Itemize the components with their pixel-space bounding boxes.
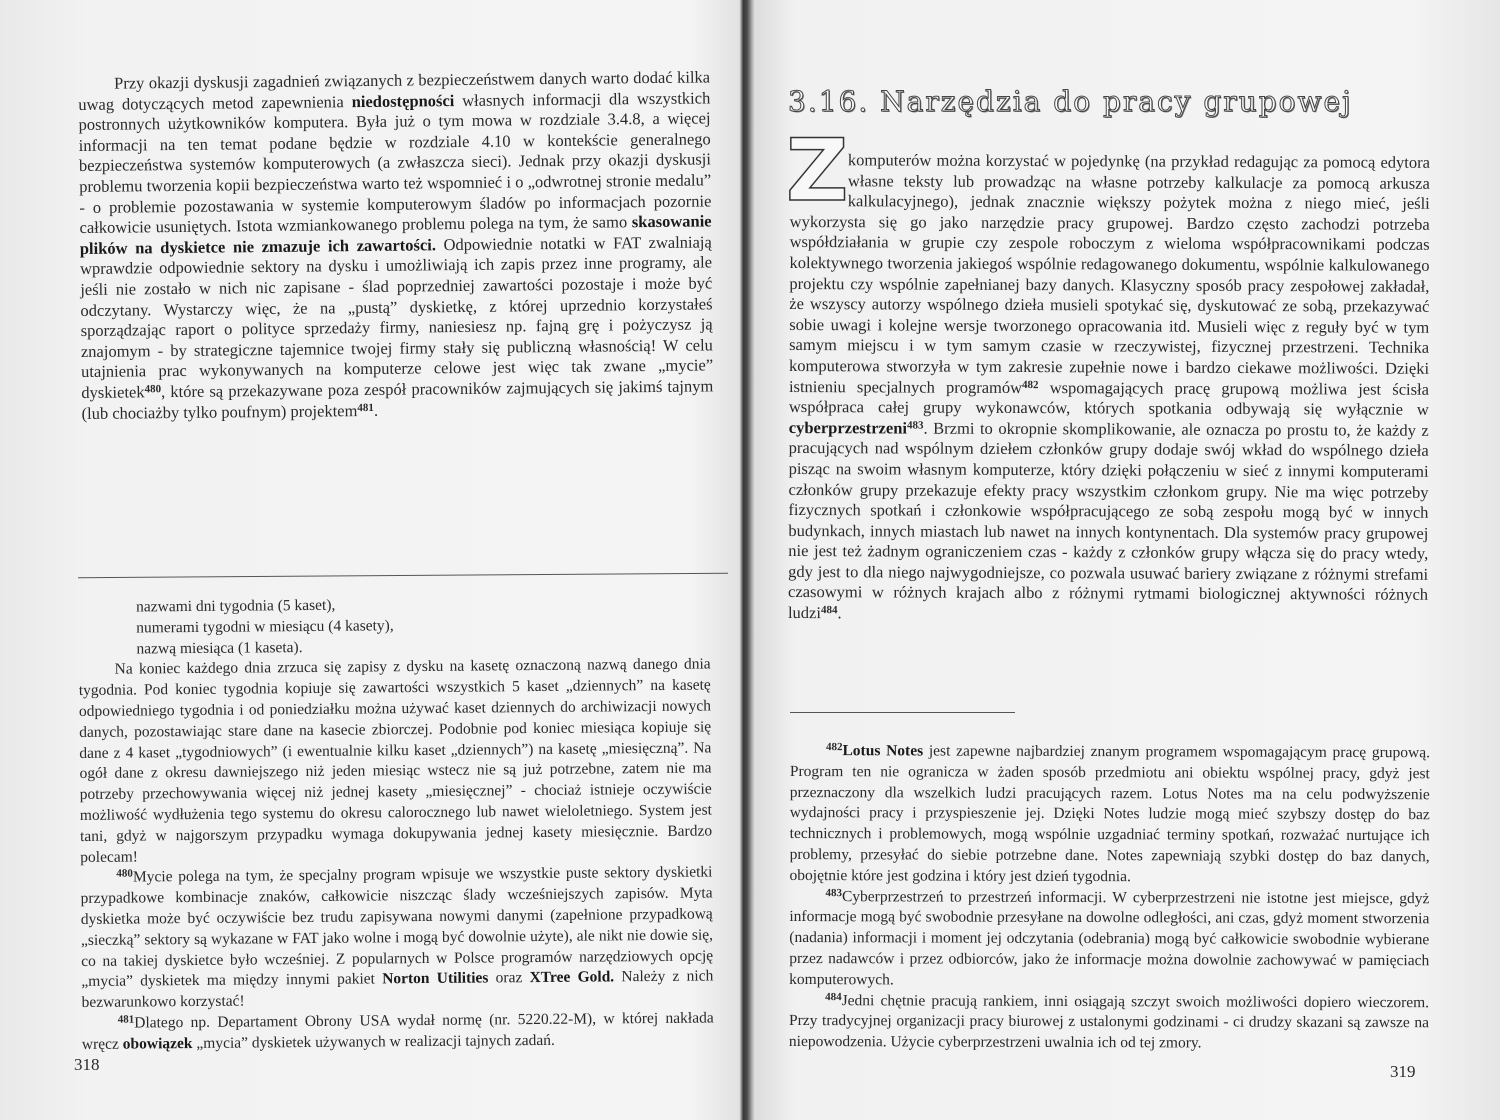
text-run: Cyberprzestrzeń to przestrzeń informacji. W cyberprzestrzeni nie istotne jest miejsce, gdyż informacje mogą być swobodnie przesyłane na dowolne odległości, ani czas, gdyż moment stworzenia (nadania) informacji i moment jej odczytania (odebrania) mogą być całkowicie swobodnie wybierane przez nadawców i przez odbiorców, jako że informacje można dowolnie zachowywać w pamięciach komputerowych. xyxy=(789,887,1430,989)
bold-term: obowiązek xyxy=(122,1034,193,1053)
page-number: 319 xyxy=(1390,1062,1416,1081)
left-main-text xyxy=(78,67,714,424)
footnote-484 xyxy=(789,991,1429,1056)
text-run: Jedni chętnie pracują rankiem, inni osiągają szczyt swoich możliwości dopiero wieczorem. Przy tradycyjnej organizacji pracy biurowej z ustalonymi godzinami - ci drudzy skazani są zawsze na niepowodzenia. Użycie cyberprzestrzeni uwalnia ich od tej zmory. xyxy=(788,991,1430,1052)
footnote-483 xyxy=(789,887,1429,993)
text-run: oraz xyxy=(488,969,530,987)
right-main-text xyxy=(788,150,1430,626)
right-footnotes xyxy=(789,741,1430,1055)
page-number: 318 xyxy=(74,1055,100,1074)
drop-cap-spacer xyxy=(790,150,848,208)
footnote-number: 484 xyxy=(825,990,842,1003)
text-run: komputerów można korzystać w pojedynkę (na przykład redagując za pomocą edytora własne teksty lub prowadząc na własne potrzeby kalkulacje za pomocą arkusza kalkulacyjnego), jednak znacznie większy pożytek można z niego mieć, jeśli wykorzysta się go jako narzędzie pracy grupowej. Bardzo często zachodzi potrzeba współdziałania w grupie czy zespole roboczym z wieloma współpracownikami podczas kolektywnego tworzenia jakiegoś wspólnie redagowanego dokumentu, wspólnie kalkulowanego projektu czy wspólnie zapełnianej bazy danych. Klasyczny sposób pracy zespołowej zakładał, że wszyscy autorzy wspólnego dzieła musieli spotykać się, dyskutować ze sobą, przekazywać sobie uwagi i kolejne wersje tworzonego opracowania itd. Musieli więc z reguły być w tym samym miejscu i w tym samym czasie w rzeczywistej, fizycznej przestrzeni. Technika komputerowa stworzyła w tym zakresie zupełnie nowe i bardzo ciekawe możliwości. Dzięki istnieniu specjalnych programów xyxy=(788,150,1430,397)
list-item: nazwą miesiąca (1 kaseta). xyxy=(136,638,303,658)
text-run: Mycie polega na tym, że specjalny program wpisuje we wszystkie puste sektory dyskietki przypadkowe kombinacje znaków, całkowicie niszcząc ślady wcześniejszych zapisów. Myta dyskietka może być oczywiście bez trudu zapisywana nowymi danymi (zapełnione przypadkową „sieczką” sektory są wykazane w FAT jako wolne i mogą być dowolnie użyte), ale nikt nie dowie się, co na takiej dyskietce było wcześniej. Z popularnych w Polsce programów narzędziowych opcję „mycia” dyskietek ma między innymi pakiet xyxy=(80,863,714,991)
footnote-ref-480[interactable]: 480 xyxy=(144,383,162,396)
footnote-482 xyxy=(789,741,1430,889)
text-run: jest zapewne najbardziej znanym programem wspomagającym pracę grupową. Program ten nie ogranicza w żaden sposób przedmiotu ani obiektu wspólnej pracy, gdyż jest przeznaczony dla wszelkich ludzi pracujących razem. Lotus Notes ma na celu podwyższenie wydajności pracy i przyspieszenie jej. Dzięki Notes ludzie mogą mieć szybszy dostęp do baz technicznych i problemowych, mogą wspólnie uzgadniać terminy spotkań, rozważać nurtujące ich problemy, przesyłać do siebie potrzebne dane. Notes zapewniają szybki dostęp do baz danych, obojętnie które jest godzina i który jest dzień tygodnia. xyxy=(789,742,1431,885)
footnote-divider xyxy=(790,712,1015,713)
text-run: własnych informacji dla wszystkich postronnych użytkowników komputera. Była już o tym mowa w rozdziale 3.4.8, a więcej informacji na ten temat podane będzie w rozdziale 4.10 w kontekście generalnego bezpieczeństwa systemów komputerowych (a zwłaszcza sieci). Jednak przy okazji dyskusji problemu tworzenia kopii bezpieczeństwa warto też wspomnieć i o „odwrotnej stronie medalu” - o problemie pozostawania w systemie komputerowym śladów po informacjach pozornie całkowicie usuniętych. Istota wzmiankowanego problemu polega na tym, że samo xyxy=(78,87,712,238)
footnote-number: 482 xyxy=(825,741,843,754)
footnote-divider xyxy=(78,573,728,579)
text-run: . xyxy=(837,603,842,623)
chapter-title: 3.16. Narzędzia do pracy grupowej xyxy=(788,85,1353,118)
left-page xyxy=(60,0,720,1120)
footnote-number: 480 xyxy=(116,867,133,881)
footnote-480 xyxy=(80,863,713,1014)
footnote-ref-484[interactable]: 484 xyxy=(820,604,838,617)
text-run: . Brzmi to okropnie skomplikowanie, ale oznacza po prostu to, że każdy z pracujących nad wspólnym dziełem członków grupy dodaje swój wkład do wspólnego dzieła pisząc na swoim własnym komputerze, który dzięki połączeniu w sieć z innymi komputerami członków grupy przekazuje efekty pracy wszystkim członkom grupy. Nie ma więc potrzeby fizycznych spotkań i członkowie współpracującego ze sobą zespołu mogą być w innych budynkach, innych miastach lub nawet na innych kontynentach. Dla systemów pracy grupowej nie jest też żadnym ograniczeniem czas - każdy z członków grupy włącza się do pracy wtedy, gdy jest to dla niego najwygodniejsze, co pozwala usuwać bariery związane z różnymi strefami czasowymi w różnych krajach albo z różnymi rytmami biologicznej aktywności różnych ludzi xyxy=(787,418,1429,623)
bold-term: Norton Utilities xyxy=(382,969,489,988)
bold-term: cyberprzestrzeni xyxy=(788,417,908,438)
footnote-list xyxy=(78,592,711,660)
right-paragraph xyxy=(788,150,1430,626)
left-paragraph xyxy=(78,67,714,424)
text-run: Przy okazji dyskusji zagadnień związanych z bezpieczeństwem danych warto dodać kilka uwag dotyczących metod zapewnienia xyxy=(78,67,711,114)
footnote-number: 481 xyxy=(117,1013,135,1026)
text-run: , które są przekazywane poza zespół pracowników zajmujących się jakimś tajnym (lub chociażby tylko poufnym) projektem xyxy=(81,376,714,423)
text-run: Odpowiednie notatki w FAT zwalniają wprawdzie odpowiednie sektory na dysku i umożliwiają ich zapis przez inne programy, ale jeśli nie zostało w nich nic zapisane - ślad poprzedniej zawartości pozostaje i może być odczytany. Wystarczy więc, że na „pustą” dyskietkę, z której uprzednio korzystałeś sporządzając raport o polityce sprzedaży firmy, naniesiesz np. fajną grę i pożyczysz ją znajomym - by strategiczne tajemnice twojej firmy stały się publiczną własnością! W celu utajnienia prac wykonywanych na komputerze celowe jest więc tak zwane „mycie” dyskietek xyxy=(79,232,714,402)
bold-term: niedostępności xyxy=(351,90,455,111)
footnote-ref-481[interactable]: 481 xyxy=(357,401,374,414)
bold-term: skasowanie plików na dyskietce nie zmazuje ich zawartości. xyxy=(79,211,712,258)
text-run: Należy z nich bezwarunkowo korzystać! xyxy=(81,967,714,1012)
left-footnotes xyxy=(78,592,714,1055)
footnote-continuation: Na koniec każdego dnia zrzuca się zapisy z dysku na kasetę oznaczoną nazwą danego dnia tygodnia. Pod koniec tygodnia kopiuje się zawartości wszystkich 5 kaset „dziennych” na kasetę odpowiedniego tygodnia i od poniedziałku można używać kaset dziennych do archiwizacji nowych danych, pozostawiając stare dane na kasecie zbiorczej. Podobnie pod koniec miesiąca kopiuje się dane z 4 kaset „tygodniowych” (i ewentualnie kilku kaset „dziennych”) na kasetę „miesięczną”. Na ogół dane z okresu dawniejszego niż jeden miesiąc wstecz nie są już potrzebne, zatem nie ma potrzeby przechowywania więcej niż jednej kasety „miesięcznej” - chociaż istnieje oczywiście możliwość wydłużenia tego systemu do okresu calorocznego lub nawet wieloletniego. System jest tani, gdyż w najgorszym przypadku wymaga dokupywania jednej kasety miesięcznie. Bardzo polecam! xyxy=(78,655,713,866)
bold-term: Lotus Notes xyxy=(842,742,924,760)
text-run: Dlatego np. Departament Obrony USA wydał normę (nr. 5220.22-M), w której nakłada wręcz xyxy=(81,1009,714,1053)
footnote-ref-483[interactable]: 483 xyxy=(906,419,924,432)
footnote-ref-482[interactable]: 482 xyxy=(1022,378,1039,391)
list-item: nazwami dni tygodnia (5 kaset), xyxy=(136,596,336,616)
list-item: numerami tygodni w miesiącu (4 kasety), xyxy=(136,617,394,637)
right-page xyxy=(770,0,1450,1120)
drop-cap: Z xyxy=(786,121,849,221)
footnote-number: 483 xyxy=(825,886,842,899)
text-run: . xyxy=(373,400,379,420)
bold-term: XTree Gold. xyxy=(529,968,615,987)
footnote-481 xyxy=(82,1008,714,1055)
text-run: „mycia” dyskietek używanych w realizacji tajnych zadań. xyxy=(192,1031,555,1052)
text-run: wspomagających pracę grupową możliwa jest ścisła współpraca całej grupy wykonawców, których spotkania odbywają się wyłącznie w xyxy=(788,377,1430,419)
